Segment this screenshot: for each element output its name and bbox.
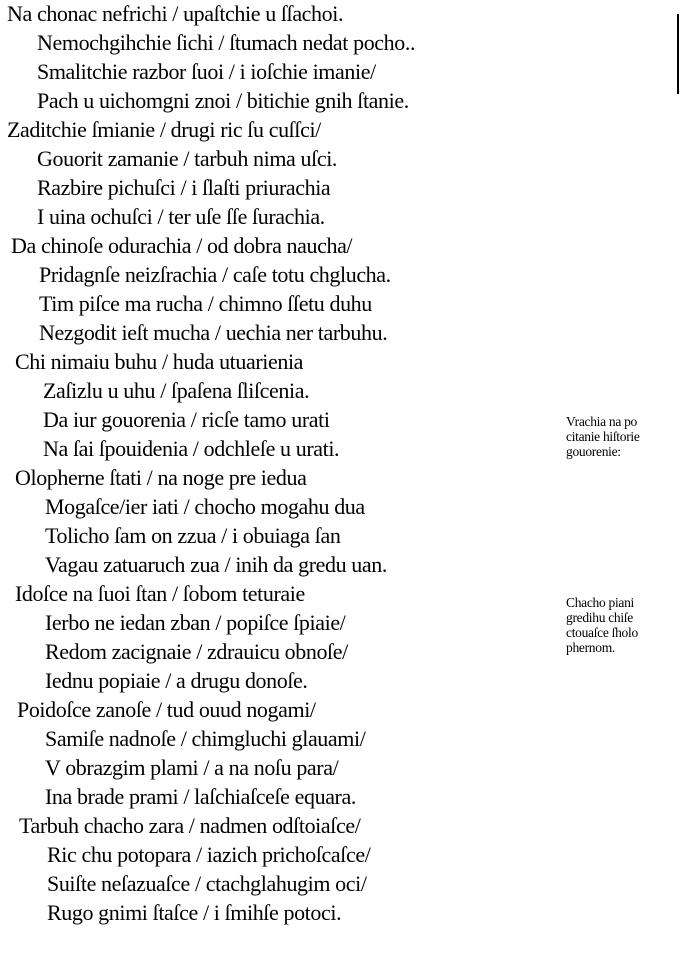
poem-line: Ierbo ne iedan zban / popiſce ſpiaie/ [45,610,346,635]
poem-line: Iednu popiaie / a drugu donoſe. [45,668,308,693]
margin-note-line: gredihu chiſe [566,610,633,625]
poem-line: Idoſce na ſuoi ſtan / ſobom teturaie [15,581,305,606]
poem-line: Tolicho ſam on zzua / i obuiaga ſan [45,523,341,548]
poem-line: Suiſte neſazuaſce / ctachglahugim oci/ [47,871,367,896]
poem-line: Ric chu potopara / iazich prichoſcaſce/ [47,842,371,867]
poem-line: Zaditchie ſmianie / drugi ric ſu cuſſci/ [7,117,321,142]
margin-note-line: citanie hiſtorie [566,429,640,444]
poem-line: Da chinoſe odurachia / od dobra naucha/ [11,233,353,258]
poem-line: Razbire pichuſci / i ſlaſti priurachia [37,175,331,200]
poem-line: Poidoſce zanoſe / tud ouud nogami/ [17,697,316,722]
margin-note-line: gouorenie: [566,444,621,459]
poem-line: Nezgodit ieſt mucha / uechia ner tarbuhu. [39,320,388,345]
poem-line: Rugo gnimi ſtaſce / i ſmihſe potoci. [47,900,342,925]
poem-line: Redom zacignaie / zdrauicu obnoſe/ [45,639,348,664]
poem-line: Zaſizlu u uhu / ſpaſena ſliſcenia. [43,378,310,403]
margin-note-line: phernom. [566,640,615,655]
margin-note-line: ctouaſce ſholo [566,625,638,640]
poem-line: Samiſe nadnoſe / chimgluchi glauami/ [45,726,366,751]
margin-note [566,595,681,655]
poem-line: Gouorit zamanie / tarbuh nima uſci. [37,146,338,171]
poem-line: Nemochgihchie ſichi / ſtumach nedat pocho.. [37,30,416,55]
poem-line: V obrazgim plami / a na noſu para/ [45,755,339,780]
poem-line: Pach u uichomgni znoi / bitichie gnih ſtanie. [37,88,409,113]
page-edge-mark [677,14,679,94]
poem-line: Pridagnſe neizſrachia / caſe totu chgluchа. [39,262,391,287]
poem-line: Na ſai ſpouidenia / odchleſe u urati. [43,436,340,461]
poem-line: Mogaſce/ier iati / chocho mogahu dua [45,494,365,519]
margin-note [566,414,681,459]
poem-line: Tarbuh chacho zara / nadmen odſtoiaſce/ [19,813,361,838]
poem-line: Smalitchie razbor ſuoi / i ioſchie imanie/ [37,59,376,84]
poem-line: I uina ochuſci / ter uſe ſſe ſurachia. [37,204,325,229]
poem-line: Olopherne ſtati / na noge pre iedua [15,465,307,490]
poem-line: Da iur gouorenia / ricſe tamo urati [43,407,330,432]
poem-line: Tim piſce ma rucha / chimno ſſetu duhu [39,291,372,316]
poem-line: Vagau zatuaruch zua / inih da gredu uan. [45,552,387,577]
poem-line: Chi nimaiu buhu / huda utuarienia [15,349,304,374]
margin-note-line: Vrachia na po [566,414,638,429]
poem-line: Ina brade prami / laſchiaſceſe equara. [45,784,356,809]
margin-note-line: Chacho piani [566,595,635,610]
poem-line: Na chonac nefrichi / upaſtchie u ſſachoi. [7,1,344,26]
